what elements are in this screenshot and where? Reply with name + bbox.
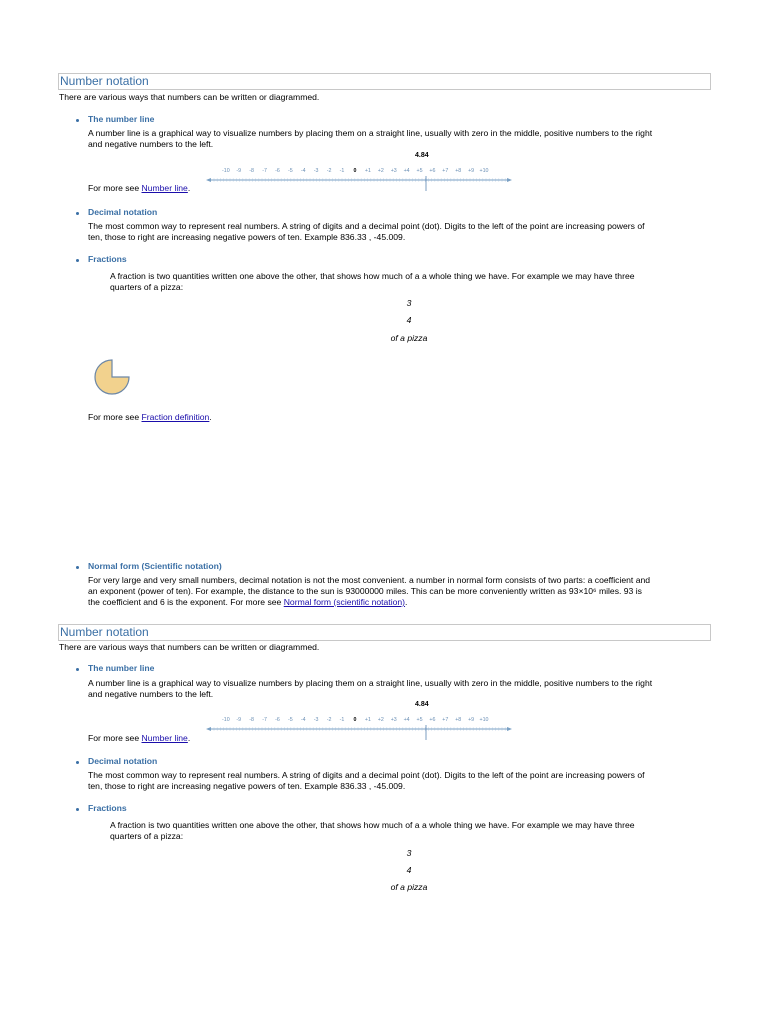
tick-label: +1: [364, 717, 371, 723]
tick-label: -1: [339, 717, 345, 723]
fraction-definition-link[interactable]: Fraction definition: [141, 412, 210, 422]
bullet-icon: [76, 566, 79, 569]
intro-text: There are various ways that numbers can be written or diagrammed.: [59, 92, 320, 102]
tick-label: +5: [416, 717, 423, 723]
fractions-heading: Fractions: [88, 803, 127, 813]
normal-form-text: [88, 597, 407, 608]
tick-label: -5: [288, 717, 293, 723]
tick-label: -4: [300, 717, 306, 723]
fraction-denominator: 4: [406, 865, 412, 875]
tick-label: -1: [339, 168, 345, 174]
tick-label: +10: [479, 717, 489, 723]
decimal-text: The most common way to represent real numbers. A string of digits and a decimal point (dot). Digits to the left of the point are increasing powers of: [88, 770, 645, 780]
tick-label: +4: [403, 717, 410, 723]
number-line-link[interactable]: Number line: [141, 733, 188, 743]
number-line-text: A number line is a graphical way to visualize numbers by placing them on a straight line, usually with zero in the middle, positive numbers to the right: [88, 678, 653, 688]
tick-label: -8: [249, 717, 255, 723]
tick-label: -6: [275, 717, 280, 723]
fraction-caption: of a pizza: [390, 882, 428, 892]
fractions-text: A fraction is two quantities written one above the other, that shows how much of a a whole thing we have. For example we may have three: [110, 820, 635, 830]
tick-label: +4: [403, 168, 410, 174]
number-line-text: and negative numbers to the left.: [88, 139, 214, 149]
tick-label: +3: [390, 717, 397, 723]
tick-label: -3: [313, 168, 319, 174]
fraction-denominator: 4: [406, 315, 412, 325]
normal-form-text: For very large and very small numbers, decimal notation is not the most convenient. a number in normal form consists of two parts: a coefficient and: [88, 575, 651, 585]
tick-label: +1: [364, 168, 371, 174]
section-title: Number notation: [58, 73, 711, 90]
bullet-icon: [76, 119, 79, 122]
tick-label: -10: [222, 168, 230, 174]
tick-label: -3: [313, 717, 319, 723]
decimal-heading: Decimal notation: [88, 756, 158, 766]
bullet-icon: [76, 761, 79, 764]
decimal-heading: Decimal notation: [88, 207, 158, 217]
tick-label: +9: [468, 168, 475, 174]
tick-label: +6: [429, 717, 436, 723]
number-line-more: [88, 733, 190, 744]
bullet-icon: [76, 259, 79, 262]
tick-label: -2: [326, 717, 332, 723]
more-suffix: .: [405, 597, 408, 607]
fractions-text: A fraction is two quantities written one above the other, that shows how much of a a whole thing we have. For example we may have three: [110, 271, 635, 281]
number-line-text: and negative numbers to the left.: [88, 689, 214, 699]
fraction-numerator: 3: [406, 848, 412, 858]
tick-label: -7: [262, 168, 267, 174]
section-title: Number notation: [58, 624, 711, 641]
decimal-text: The most common way to represent real numbers. A string of digits and a decimal point (dot). Digits to the left of the point are increasing powers of: [88, 221, 645, 231]
fractions-heading: Fractions: [88, 254, 127, 264]
fraction-more: [88, 412, 212, 423]
fractions-text: quarters of a pizza:: [110, 282, 184, 292]
more-suffix: .: [209, 412, 212, 422]
bullet-icon: [76, 668, 79, 671]
more-prefix: For more see: [88, 183, 142, 193]
tick-label: -6: [275, 168, 280, 174]
pizza-icon: [92, 357, 134, 397]
number-line-value: 4.84: [415, 152, 429, 159]
intro-text: There are various ways that numbers can be written or diagrammed.: [59, 642, 320, 652]
tick-label: +2: [377, 717, 384, 723]
decimal-text: ten, those to right are increasing negative powers of ten. Example 836.33 , -45.009.: [88, 232, 406, 242]
normal-form-heading: Normal form (Scientific notation): [88, 561, 222, 571]
number-line-tick-labels: [206, 717, 512, 725]
tick-label: +10: [479, 168, 489, 174]
tick-label: -5: [288, 168, 293, 174]
tick-label: +7: [442, 168, 449, 174]
number-line-more: [88, 183, 190, 194]
number-line-link[interactable]: Number line: [141, 183, 188, 193]
normal-form-text: an exponent (power of ten). For example, the distance to the sun is 93000000 miles. This can be more conveniently written as 93×10⁶ miles. 93 is: [88, 586, 642, 596]
more-suffix: .: [187, 183, 191, 193]
bullet-icon: [76, 212, 79, 215]
tick-label: 0: [353, 717, 357, 723]
fraction-numerator: 3: [406, 298, 412, 308]
tick-label: +7: [442, 717, 449, 723]
tick-label: -9: [236, 717, 242, 723]
tick-label: +3: [390, 168, 397, 174]
tick-label: +5: [416, 168, 423, 174]
bullet-icon: [76, 808, 79, 811]
normal-form-link[interactable]: Normal form (scientific notation): [283, 597, 406, 607]
number-line-diagram: [206, 150, 512, 190]
number-line-tick-labels: [206, 168, 512, 176]
tick-label: +6: [429, 168, 436, 174]
tick-label: -9: [236, 168, 242, 174]
more-prefix: For more see: [88, 733, 142, 743]
number-line-value: 4.84: [415, 701, 429, 708]
more-prefix: For more see: [88, 412, 142, 422]
number-line-heading: The number line: [88, 663, 155, 673]
normal-form-prefix: the coefficient and 6 is the exponent. For more see: [88, 597, 284, 607]
tick-label: -2: [326, 168, 332, 174]
tick-label: +2: [377, 168, 384, 174]
tick-label: -8: [249, 168, 255, 174]
number-line-axis: [206, 176, 512, 192]
number-line-text: A number line is a graphical way to visualize numbers by placing them on a straight line, usually with zero in the middle, positive numbers to the right: [88, 128, 653, 138]
number-line-axis: [206, 725, 512, 741]
more-suffix: .: [187, 733, 191, 743]
decimal-text: ten, those to right are increasing negative powers of ten. Example 836.33 , -45.009.: [88, 781, 406, 791]
tick-label: 0: [353, 168, 357, 174]
tick-label: +8: [455, 168, 462, 174]
tick-label: +9: [468, 717, 475, 723]
tick-label: -4: [300, 168, 306, 174]
tick-label: +8: [455, 717, 462, 723]
fraction-caption: of a pizza: [390, 333, 428, 343]
number-line-heading: The number line: [88, 114, 155, 124]
tick-label: -7: [262, 717, 267, 723]
number-line-diagram: [206, 699, 512, 739]
fractions-text: quarters of a pizza:: [110, 831, 184, 841]
tick-label: -10: [222, 717, 230, 723]
